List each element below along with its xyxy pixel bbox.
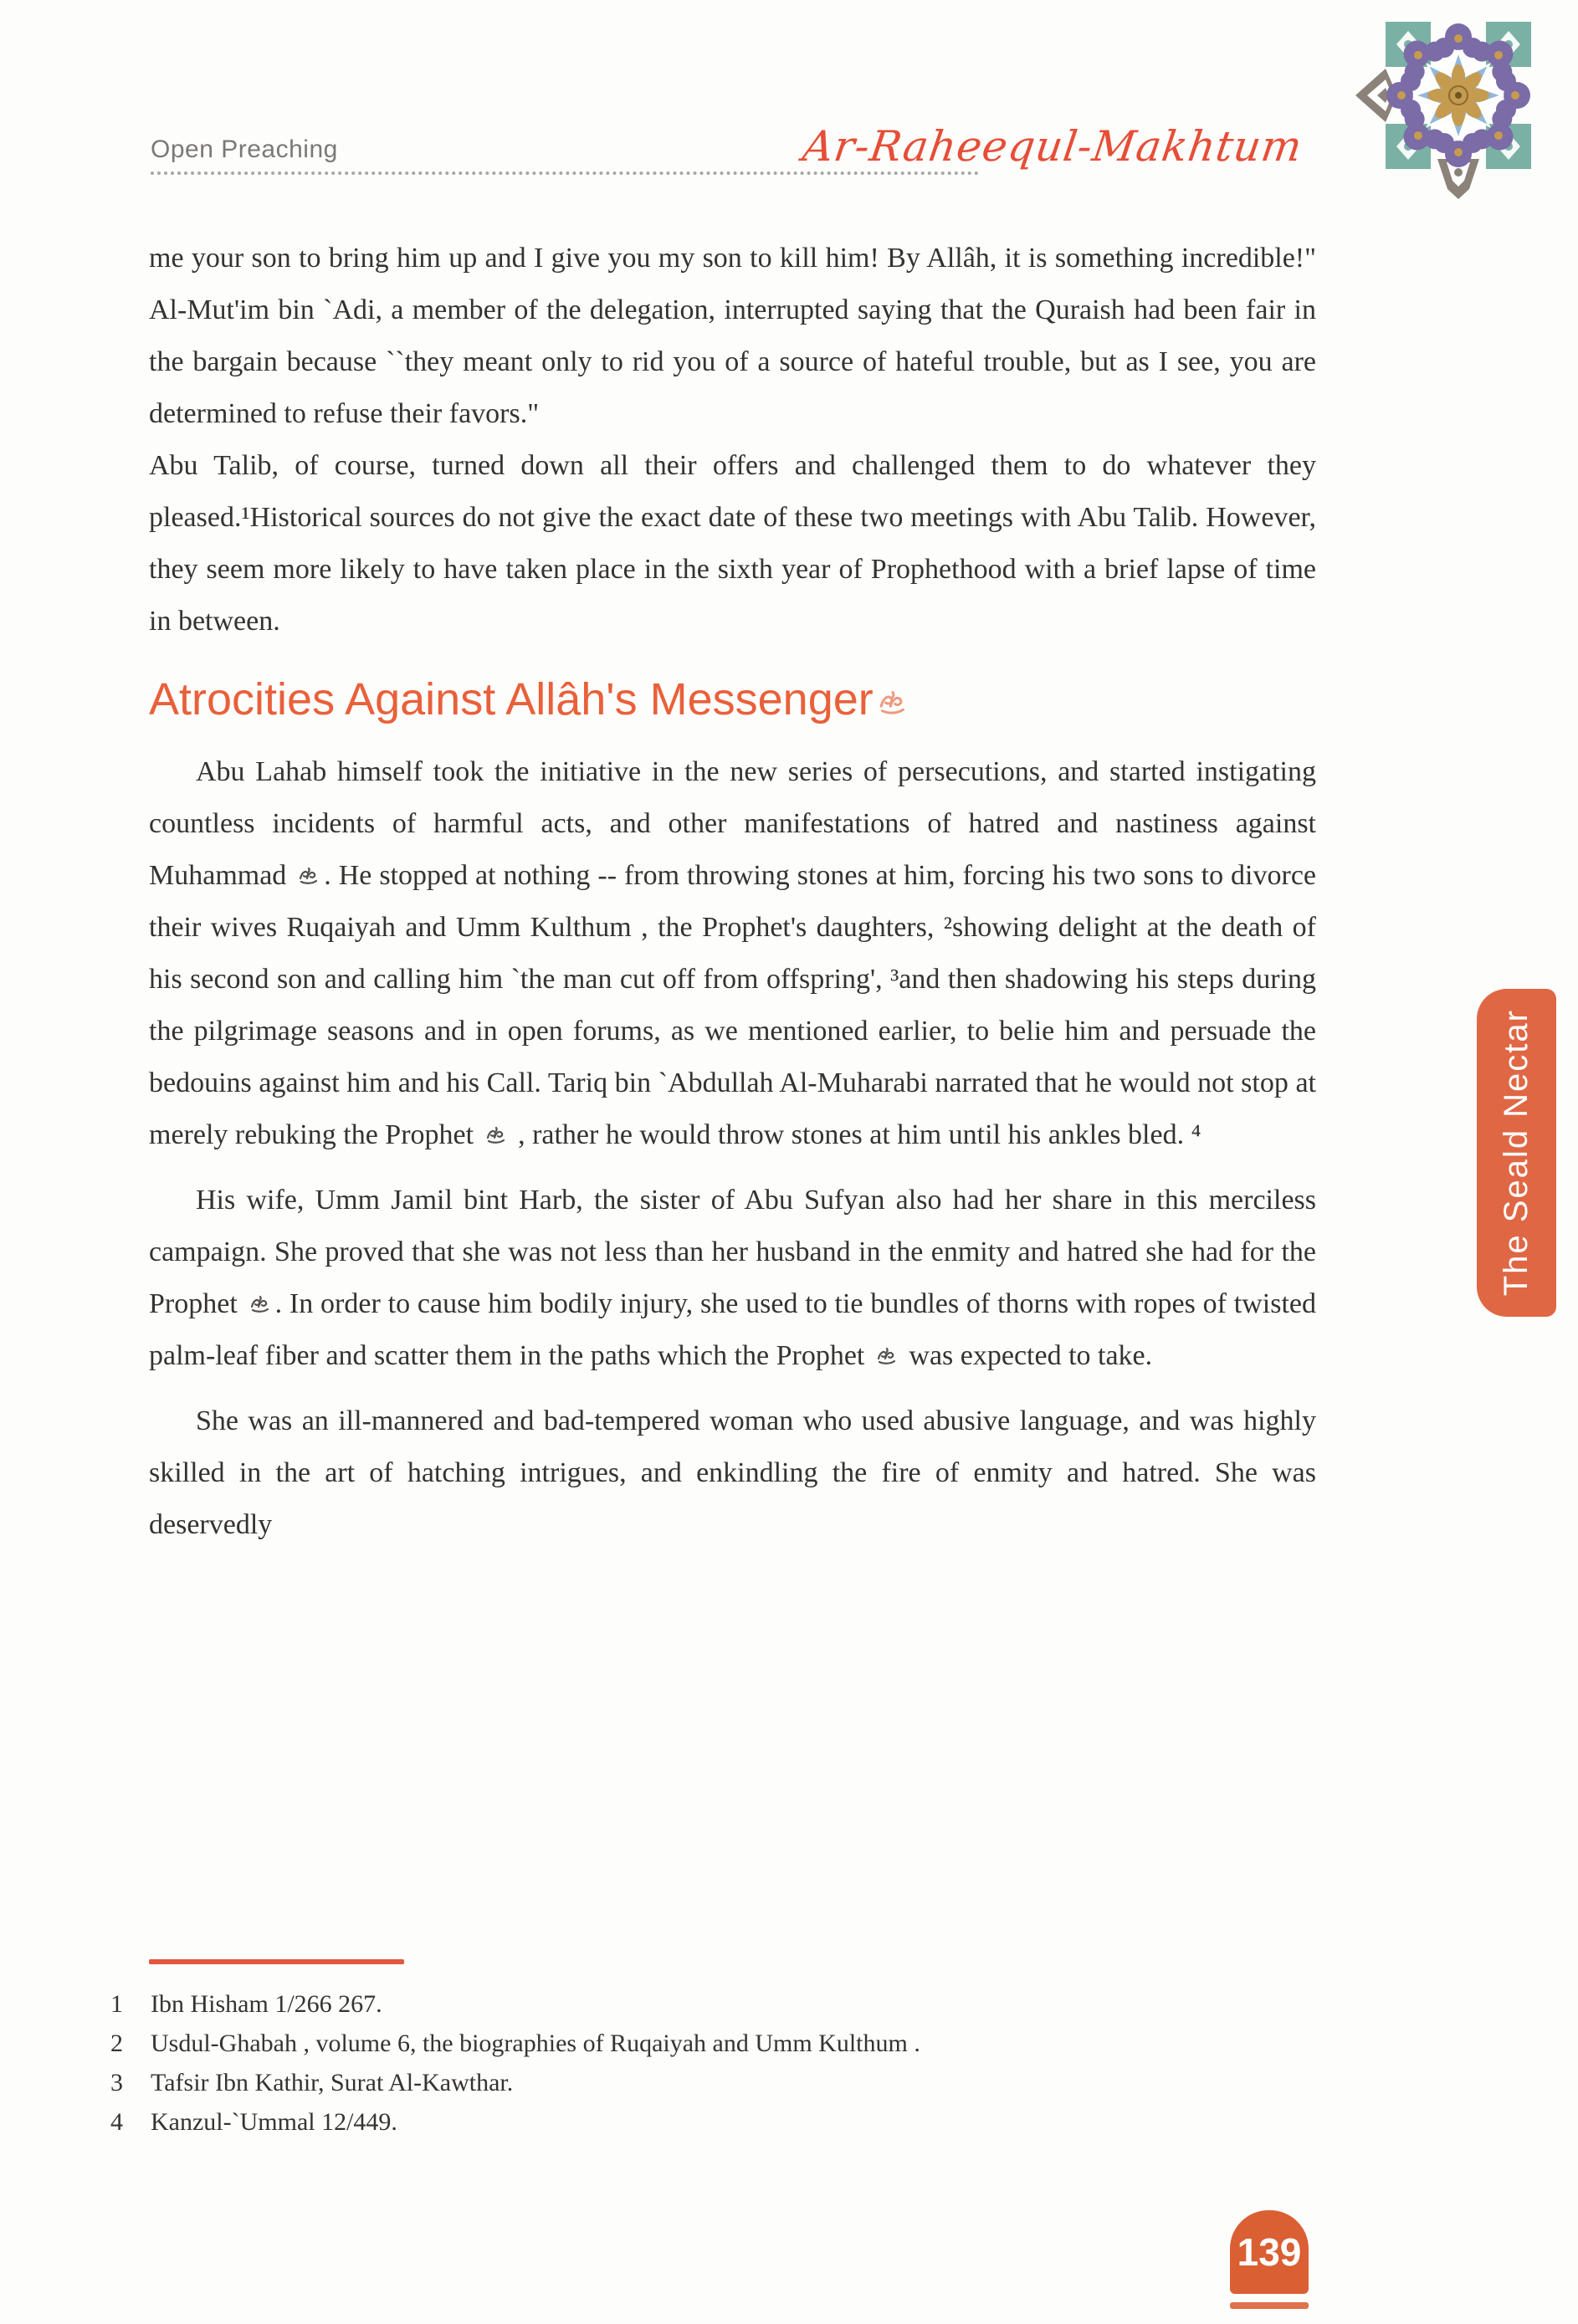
- footnote-number: 2: [110, 2030, 123, 2057]
- running-header-section: Open Preaching: [151, 136, 338, 163]
- page-number-badge: [1230, 2210, 1309, 2294]
- prophet-symbol-icon: [298, 865, 320, 887]
- footnote-item: [110, 2102, 1315, 2142]
- body-paragraph: Abu Lahab himself took the initiative in the new series of persecutions, and started instigating countless incidents of harmful acts, and other manifestations of hatred and nastiness against Muhammad . He stopped at nothing -- from throwing stones at him, forcing his two sons to divorce their wives Ruqaiyah and Umm Kulthum , the Prophet's daughters, ²showing delight at the death of his second son and calling him `the man cut off from offspring', ³and then shadowing his steps during the pilgrimage seasons and in open forums, as we mentioned earlier, to belie him and persuade the bedouins against him and his Call. Tariq bin `Abdullah Al-Muharabi narrated that he would not stop at merely rebuking the Prophet , rather he would throw stones at him until his ankles bled. ⁴: [149, 756, 1316, 1150]
- footnote-item: [110, 2063, 1315, 2102]
- body-paragraph: me your son to bring him up and I give you my son to kill him! By Allâh, it is something incredible!" Al-Mut'im bin `Adi, a member of the delegation, interrupted saying that the Quraish had been fair in the bargain because ``they meant only to rid you of a source of hateful trouble, but as I see, you are determined to refuse their favors.": [149, 243, 1316, 429]
- side-tab-label: The Seald Nectar: [1498, 1009, 1534, 1297]
- footnote-item: [110, 1984, 1315, 2024]
- prophet-symbol-icon: [249, 1293, 271, 1315]
- body-text-column: [149, 233, 1316, 1551]
- prophet-symbol-icon: [878, 688, 908, 718]
- intro-paragraphs: [149, 233, 1316, 648]
- footnotes: [110, 1984, 1315, 2142]
- footnote-separator: [149, 1959, 404, 1964]
- section-heading-text: Atrocities Against Allâh's Messenger: [149, 674, 874, 724]
- header-dotted-rule: [151, 171, 979, 175]
- footnote-number: 4: [110, 2108, 123, 2136]
- footnote-item: [110, 2024, 1315, 2063]
- prophet-symbol-icon: [485, 1124, 507, 1146]
- body-paragraph: Abu Talib, of course, turned down all their offers and challenged them to do whatever they pleased.¹Historical sources do not give the exact date of these two meetings with Abu Talib. However, they seem more likely to have taken place in the sixth year of Prophethood with a brief lapse of time in between.: [149, 450, 1316, 637]
- section-heading: [149, 673, 1316, 726]
- body-paragraph: His wife, Umm Jamil bint Harb, the sister of Abu Sufyan also had her share in this merciless campaign. She proved that she was not less than her husband in the enmity and hatred she had for the Prophet . In order to cause him bodily injury, she used to tie bundles of thorns with ropes of twisted palm-leaf fiber and scatter them in the paths which the Prophet was expected to take.: [149, 1185, 1316, 1371]
- side-tab: [1477, 989, 1556, 1317]
- footnote-text: Usdul-Ghabah , volume 6, the biographies of Ruqaiyah and Umm Kulthum .: [151, 2030, 920, 2057]
- prophet-symbol-icon: [876, 1345, 898, 1367]
- page-number-underline: [1230, 2302, 1309, 2309]
- footnote-text: Ibn Hisham 1/266 267.: [151, 1990, 382, 2018]
- book-title-calligraphy: Ar-Raheequl-Makhtum: [799, 122, 1306, 171]
- footnote-number: 1: [110, 1990, 123, 2018]
- footnote-number: 3: [110, 2069, 123, 2096]
- corner-ornament-icon: [1354, 20, 1563, 204]
- page-number: 139: [1237, 2230, 1302, 2274]
- footnote-text: Tafsir Ibn Kathir, Surat Al-Kawthar.: [151, 2069, 514, 2096]
- footnote-text: Kanzul-`Ummal 12/449.: [151, 2108, 397, 2136]
- body-paragraph: She was an ill-mannered and bad-tempered woman who used abusive language, and was highly skilled in the art of hatching intrigues, and enkindling the fire of enmity and hatred. She was deservedly: [149, 1405, 1316, 1540]
- section-paragraphs: [149, 746, 1316, 1551]
